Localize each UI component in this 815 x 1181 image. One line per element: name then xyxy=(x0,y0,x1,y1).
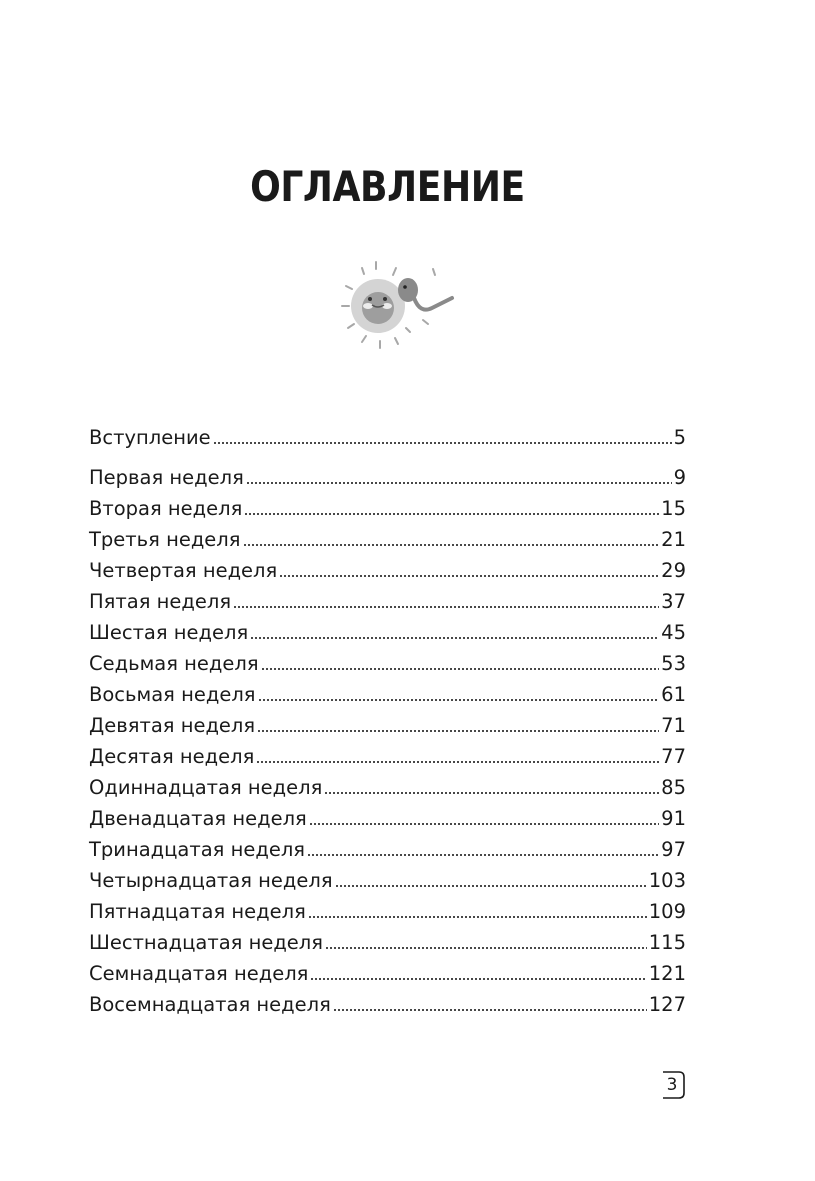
toc-entry[interactable] xyxy=(89,989,686,1020)
toc-entry-label: Шестнадцатая неделя xyxy=(89,931,323,954)
toc-entry[interactable] xyxy=(89,493,686,524)
page-title: ОГЛАВЛЕНИЕ xyxy=(250,162,525,212)
toc-entry-label: Шестая неделя xyxy=(89,621,249,644)
page-number-value: 3 xyxy=(666,1075,678,1095)
toc-entry-page: 127 xyxy=(648,993,686,1016)
dot-leader xyxy=(335,885,647,887)
toc-entry-label: Одиннадцатая неделя xyxy=(89,776,323,799)
dot-leader xyxy=(243,544,660,546)
toc-entry-label: Вступление xyxy=(89,426,211,449)
toc-entry[interactable] xyxy=(89,679,686,710)
toc-entry-page: 71 xyxy=(661,714,686,737)
dot-leader xyxy=(307,854,659,856)
toc-entry[interactable] xyxy=(89,555,686,586)
dot-leader xyxy=(308,916,647,918)
dot-leader xyxy=(250,637,659,639)
toc-entry[interactable] xyxy=(89,462,686,493)
toc-entry[interactable] xyxy=(89,865,686,896)
table-of-contents xyxy=(89,422,686,1020)
toc-entry-label: Пятая неделя xyxy=(89,590,232,613)
dot-leader xyxy=(333,1009,647,1011)
toc-entry[interactable] xyxy=(89,803,686,834)
toc-entry-page: 15 xyxy=(661,497,686,520)
toc-entry-intro[interactable] xyxy=(89,422,686,453)
toc-entry-page: 29 xyxy=(661,559,686,582)
toc-entry-label: Тринадцатая неделя xyxy=(89,838,306,861)
toc-entry-page: 45 xyxy=(661,621,686,644)
dot-leader xyxy=(244,513,659,515)
toc-entry[interactable] xyxy=(89,524,686,555)
dot-leader xyxy=(309,823,659,825)
dot-leader xyxy=(310,978,646,980)
toc-entry[interactable] xyxy=(89,958,686,989)
toc-entry-page: 9 xyxy=(673,466,686,489)
toc-entry-label: Двенадцатая неделя xyxy=(89,807,307,830)
dot-leader xyxy=(257,730,659,732)
egg-and-sperm-icon xyxy=(340,258,460,358)
dot-leader xyxy=(261,668,660,670)
toc-entry-label: Пятнадцатая неделя xyxy=(89,900,306,923)
toc-entry-page: 77 xyxy=(661,745,686,768)
toc-entry-label: Первая неделя xyxy=(89,466,244,489)
toc-entry-page: 115 xyxy=(648,931,686,954)
dot-leader xyxy=(324,792,659,794)
toc-entry-label: Седьмая неделя xyxy=(89,652,259,675)
toc-entry[interactable] xyxy=(89,834,686,865)
toc-entry-page: 97 xyxy=(661,838,686,861)
toc-entry-label: Восьмая неделя xyxy=(89,683,256,706)
sperm xyxy=(398,278,452,310)
toc-entry[interactable] xyxy=(89,586,686,617)
toc-entry-page: 5 xyxy=(673,426,686,449)
dot-leader xyxy=(325,947,647,949)
toc-entry[interactable] xyxy=(89,741,686,772)
toc-entry-page: 61 xyxy=(661,683,686,706)
toc-entry-page: 109 xyxy=(648,900,686,923)
toc-entry-label: Восемнадцатая неделя xyxy=(89,993,331,1016)
dot-leader xyxy=(213,442,672,444)
toc-entry-label: Девятая неделя xyxy=(89,714,256,737)
toc-entry-page: 85 xyxy=(661,776,686,799)
toc-entry[interactable] xyxy=(89,617,686,648)
toc-entry[interactable] xyxy=(89,710,686,741)
toc-entry-page: 53 xyxy=(661,652,686,675)
toc-entry-label: Третья неделя xyxy=(89,528,241,551)
toc-entry[interactable] xyxy=(89,927,686,958)
dot-leader xyxy=(258,699,660,701)
toc-entry[interactable] xyxy=(89,896,686,927)
toc-entry[interactable] xyxy=(89,772,686,803)
dot-leader xyxy=(246,482,672,484)
toc-entry-label: Десятая неделя xyxy=(89,745,255,768)
toc-entry-page: 37 xyxy=(661,590,686,613)
toc-entry-page: 103 xyxy=(648,869,686,892)
dot-leader xyxy=(279,575,659,577)
dot-leader xyxy=(233,606,659,608)
toc-entry[interactable] xyxy=(89,648,686,679)
toc-entry-page: 91 xyxy=(661,807,686,830)
toc-entry-label: Семнадцатая неделя xyxy=(89,962,309,985)
egg-and-sperm-illustration xyxy=(340,258,460,358)
page-number-frame-icon xyxy=(660,1071,686,1099)
page-number xyxy=(660,1071,684,1099)
toc-entry-label: Четырнадцатая неделя xyxy=(89,869,333,892)
toc-entry-page: 121 xyxy=(648,962,686,985)
toc-entry-label: Вторая неделя xyxy=(89,497,243,520)
toc-entry-page: 21 xyxy=(661,528,686,551)
toc-entry-label: Четвертая неделя xyxy=(89,559,278,582)
dot-leader xyxy=(256,761,659,763)
